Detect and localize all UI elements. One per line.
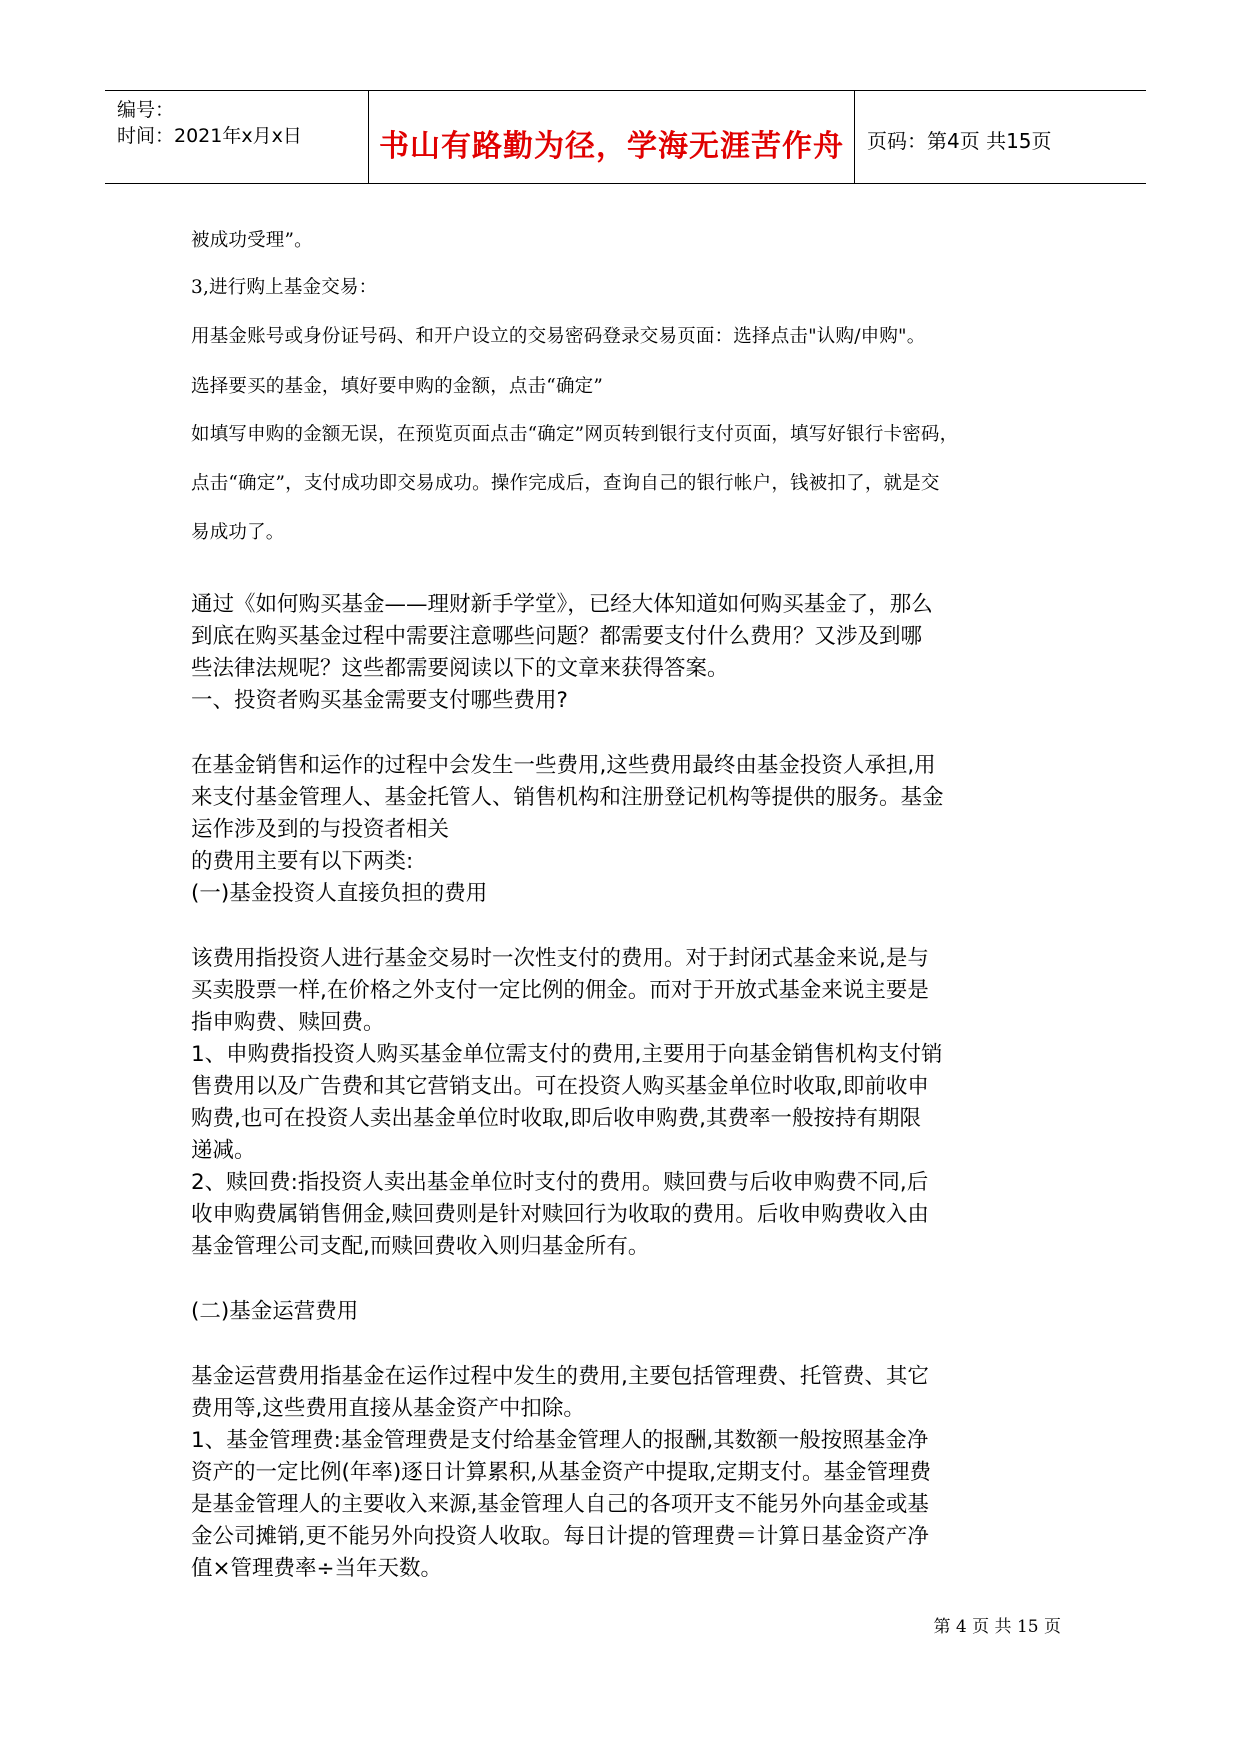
text-line: 是基金管理人的主要收入来源,基金管理人自己的各项开支不能另外向基金或基 [191, 1492, 929, 1517]
text-line: 收申购费属销售佣金,赎回费则是针对赎回行为收取的费用。后收申购费收入由 [191, 1202, 929, 1227]
text-line: 用基金账号或身份证号码、和开户设立的交易密码登录交易页面：选择点击"认购/申购"。 [191, 326, 926, 347]
section-heading: 一、投资者购买基金需要支付哪些费用? [191, 688, 568, 713]
text-line: 在基金销售和运作的过程中会发生一些费用,这些费用最终由基金投资人承担,用 [191, 753, 936, 778]
subsection-heading: (一)基金投资人直接负担的费用 [191, 881, 488, 906]
page-info: 页码：第4页 共15页 [867, 129, 1052, 153]
text-line: 3,进行购上基金交易： [191, 277, 378, 298]
text-line: 1、基金管理费:基金管理费是支付给基金管理人的报酬,其数额一般按照基金净 [191, 1428, 929, 1453]
text-line: 来支付基金管理人、基金托管人、销售机构和注册登记机构等提供的服务。基金 [191, 785, 944, 810]
text-line: 售费用以及广告费和其它营销支出。可在投资人购买基金单位时收取,即前收申 [191, 1074, 929, 1099]
header-info-cell [105, 91, 369, 183]
text-line: 1、申购费指投资人购买基金单位需支付的费用,主要用于向基金销售机构支付销 [191, 1042, 943, 1067]
text-line: 运作涉及到的与投资者相关 [191, 817, 450, 842]
text-line: 购费,也可在投资人卖出基金单位时收取,即后收申购费,其费率一般按持有期限 [191, 1106, 922, 1131]
text-line: 易成功了。 [191, 522, 285, 543]
text-line: 些法律法规呢？这些都需要阅读以下的文章来获得答案。 [191, 656, 729, 681]
number-label: 编号： [117, 99, 175, 121]
text-line: 2、赎回费:指投资人卖出基金单位时支付的费用。赎回费与后收申购费不同,后 [191, 1170, 929, 1195]
text-line: 递减。 [191, 1138, 256, 1163]
text-line: 金公司摊销,更不能另外向投资人收取。每日计提的管理费＝计算日基金资产净 [191, 1524, 929, 1549]
text-line: 到底在购买基金过程中需要注意哪些问题？都需要支付什么费用？又涉及到哪 [191, 624, 923, 649]
time-label: 时间：2021年x月x日 [117, 125, 302, 147]
header-table [105, 90, 1146, 184]
text-line: 该费用指投资人进行基金交易时一次性支付的费用。对于封闭式基金来说,是与 [191, 946, 929, 971]
text-line: 资产的一定比例(年率)逐日计算累积,从基金资产中提取,定期支付。基金管理费 [191, 1460, 931, 1485]
text-line: 基金运营费用指基金在运作过程中发生的费用,主要包括管理费、托管费、其它 [191, 1364, 929, 1389]
text-line: 基金管理公司支配,而赎回费收入则归基金所有。 [191, 1234, 650, 1259]
text-line: 指申购费、赎回费。 [191, 1010, 385, 1035]
subsection-heading: (二)基金运营费用 [191, 1299, 359, 1324]
page-footer: 第 4 页 共 15 页 [933, 1617, 1061, 1637]
text-line: 如填写申购的金额无误，在预览页面点击“确定”网页转到银行支付页面，填写好银行卡密码， [191, 424, 959, 445]
text-line: 的费用主要有以下两类: [191, 849, 414, 874]
text-line: 值×管理费率÷当年天数。 [191, 1556, 443, 1581]
text-line: 费用等,这些费用直接从基金资产中扣除。 [191, 1396, 585, 1421]
text-line: 点击“确定”，支付成功即交易成功。操作完成后，查询自己的银行帐户，钱被扣了，就是交 [191, 473, 940, 494]
text-line: 选择要买的基金，填好要申购的金额，点击“确定” [191, 376, 604, 397]
header-motto-cell [369, 91, 855, 183]
text-line: 买卖股票一样,在价格之外支付一定比例的佣金。而对于开放式基金来说主要是 [191, 978, 929, 1003]
motto: 书山有路勤为径，学海无涯苦作舟 [379, 129, 844, 164]
text-line: 被成功受理”。 [191, 230, 313, 251]
header-page-cell [855, 91, 1146, 183]
text-line: 通过《如何购买基金——理财新手学堂》，已经大体知道如何购买基金了，那么 [191, 592, 933, 617]
